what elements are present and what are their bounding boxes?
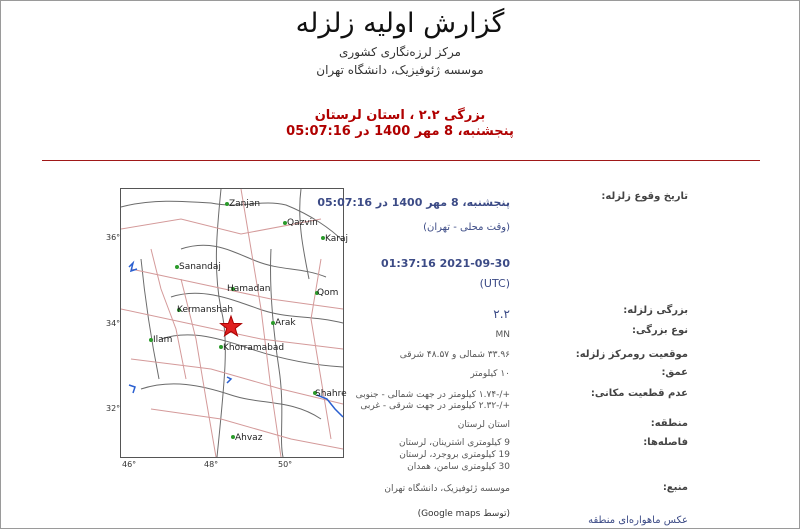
satellite-image-label[interactable]: عکس ماهواره‌ای منطقه — [588, 515, 688, 526]
uncertainty-label: عدم قطعیت مکانی: — [590, 388, 688, 399]
lat-tick-32: 32° — [106, 404, 121, 413]
lon-tick-48: 48° — [204, 460, 219, 469]
region-value: استان لرستان — [457, 420, 510, 430]
city-qom: Qom — [317, 288, 339, 298]
google-maps-link[interactable]: (توسط Google maps) — [417, 509, 510, 519]
header-divider — [42, 160, 760, 161]
utc-datetime: 2021-09-30 01:37:16 — [381, 257, 510, 270]
location-label: موقعیت رومرکز زلزله: — [575, 349, 688, 360]
source-label: منبع: — [662, 482, 688, 493]
city-khorramabad: Khorramabad — [223, 343, 285, 353]
uncertainty-ew: +/-۲.۳۲ کیلومتر در جهت شرقی - غربی — [360, 401, 510, 411]
depth-label: عمق: — [661, 367, 688, 378]
city-hamadan: Hamadan — [227, 284, 271, 294]
city-shahre: Shahre — [315, 389, 347, 399]
region-label: منطقه: — [650, 418, 688, 429]
mag-type-label: نوع بزرگی: — [631, 325, 688, 336]
org-affiliation: موسسه ژئوفیزیک، دانشگاه تهران — [316, 63, 484, 77]
city-qazvin: Qazvin — [287, 218, 318, 228]
city-ahvaz: Ahvaz — [235, 433, 263, 443]
local-datetime: پنجشنبه، 8 مهر 1400 در 05:07:16 — [317, 196, 510, 209]
city-karaj: Karaj — [325, 234, 348, 244]
distance-item: 19 کیلومتری بروجرد، لرستان — [399, 450, 510, 460]
lon-tick-50: 50° — [278, 460, 293, 469]
depth-value: ۱۰ کیلومتر — [470, 369, 510, 379]
date-label: تاریخ وقوع زلزله: — [601, 191, 688, 202]
page-title: گزارش اولیه زلزله — [295, 8, 505, 39]
magnitude-value: ۲.۲ — [493, 307, 510, 321]
distance-item: 30 کیلومتری سامن، همدان — [407, 462, 510, 472]
magnitude-label: بزرگی زلزله: — [623, 305, 688, 316]
lon-tick-46: 46° — [122, 460, 137, 469]
local-time-note: (وقت محلی - تهران) — [423, 222, 510, 233]
mag-type-value: MN — [495, 330, 510, 340]
city-kermanshah: Kermanshah — [177, 305, 234, 315]
event-summary: بزرگی ۲.۲ ، استان لرستان — [314, 108, 486, 123]
city-zanjan: Zanjan — [229, 199, 261, 209]
city-sanandaj: Sanandaj — [179, 262, 221, 272]
city-arak: Arak — [275, 318, 296, 328]
lat-tick-36: 36° — [106, 233, 121, 242]
event-datetime: پنجشنبه، 8 مهر 1400 در 05:07:16 — [286, 124, 514, 139]
distances-label: فاصله‌ها: — [643, 437, 688, 448]
uncertainty-ns: +/-۱.۷۴ کیلومتر در جهت شمالی - جنوبی — [355, 390, 510, 400]
source-value: موسسه ژئوفیزیک، دانشگاه تهران — [384, 484, 510, 494]
org-name: مرکز لرزه‌نگاری کشوری — [339, 45, 461, 59]
lat-tick-34: 34° — [106, 319, 121, 328]
location-value: ۳۳.۹۶ شمالی و ۴۸.۵۷ شرقی — [399, 350, 510, 360]
utc-note: (UTC) — [479, 277, 510, 290]
distance-item: 9 کیلومتری اشترینان، لرستان — [398, 438, 510, 448]
city-ilam: Ilam — [153, 335, 173, 345]
